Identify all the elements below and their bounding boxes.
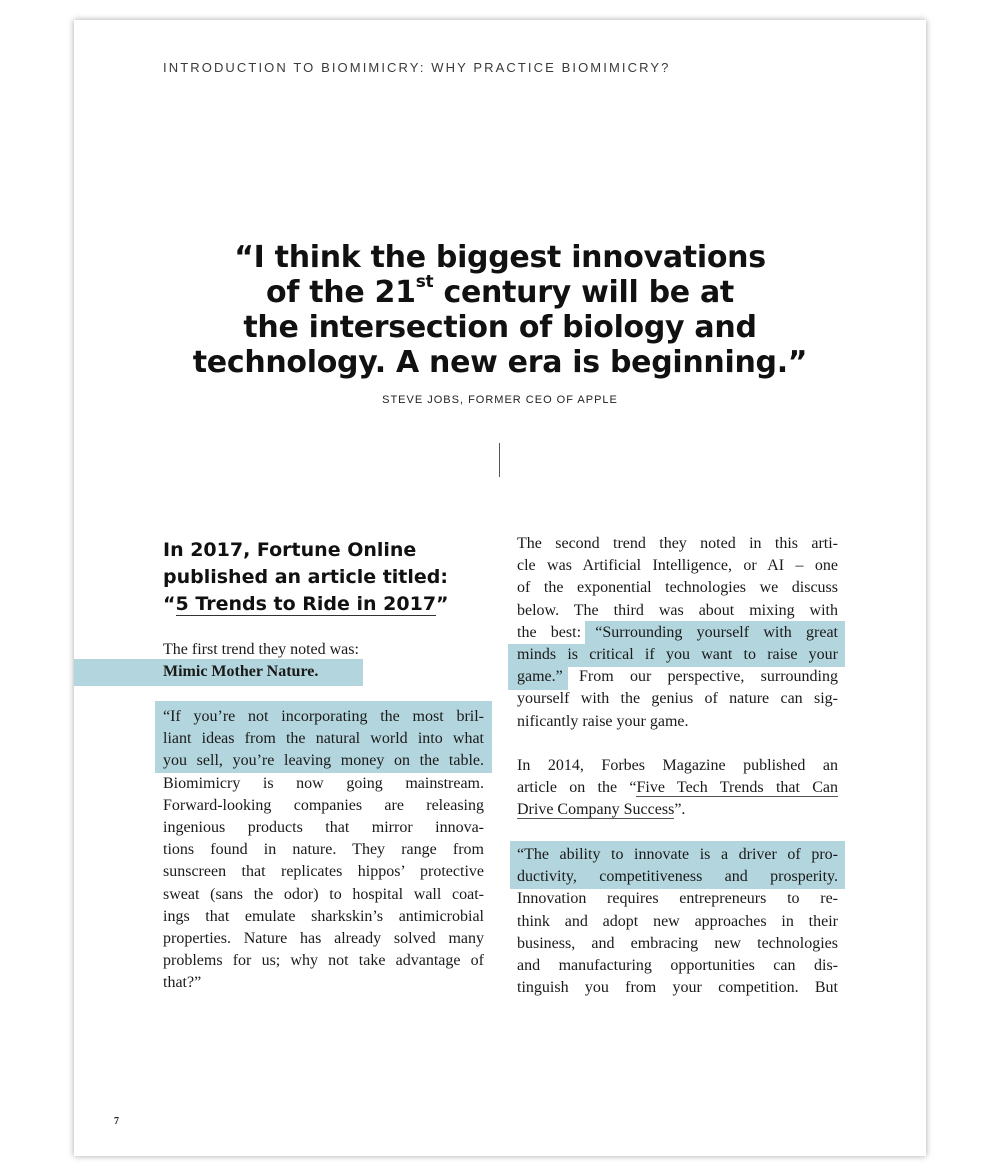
document-page	[74, 20, 926, 1156]
forbes-article-link[interactable]: Five Tech Trends that Can	[636, 779, 838, 797]
fortune-article-link[interactable]: 5 Trends to Ride in 2017	[175, 593, 437, 615]
left-column-heading: In 2017, Fortune Online published an article titled: “5 Trends to Ride in 2017”	[163, 539, 449, 615]
quote-line-3: the intersection of biology and	[243, 310, 757, 345]
vertical-divider	[499, 443, 500, 477]
right-paragraph-2: In 2014, Forbes Magazine published an article on the “Five Tech Trends that Can Drive Company Success”.	[517, 757, 838, 819]
quote-line-2: of the 21st century will be at	[266, 272, 734, 310]
right-paragraph-3: “The ability to innovate is a driver of pro- ductivity, competitiveness and prosperity. Innovation requires entrepreneurs to re- think and adopt new approaches in their business, and embracing new technologies and manufacturing opportunities can dis- tinguish you from your competition. But	[517, 846, 838, 997]
quote-line-4: technology. A new era is beginning.”	[192, 345, 808, 380]
trend-text: Mimic Mother Nature.	[163, 663, 319, 681]
right-paragraph-1: The second trend they noted in this arti- cle was Artificial Intelligence, or AI – one of the exponential technologies we discuss below. The third was about mixing with the best: “Surrounding yourself with great minds is critical if you want to raise your game.” From our perspective, surrounding yourself with the genius of nature can sig- nificantly raise your game.	[517, 535, 839, 730]
forbes-article-link-cont[interactable]: Drive Company Success	[517, 801, 675, 819]
left-quote-paragraph: “If you’re not incorporating the most bril- liant ideas from the natural world into what you sell, you’re leaving money on the table. Biomimicry is now going mainstream. Forward-looking companies are releasing ingenious products that mirror innova- tions found in nature. They range from sunscreen that replicates hippos’ protective sweat (sans the odor) to hospital wall coat- ings that emulate sharkskin’s antimicrobial properties. Nature has already solved many problems for us; why not take advantage of that?”	[163, 708, 484, 992]
page-number: 7	[114, 1116, 119, 1127]
running-head: INTRODUCTION TO BIOMIMICRY: WHY PRACTICE BIOMIMICRY?	[163, 60, 671, 75]
quote-line-1: “I think the biggest innovations	[234, 240, 766, 275]
quote-attribution: STEVE JOBS, FORMER CEO OF APPLE	[382, 394, 618, 406]
left-intro: The first trend they noted was: Mimic Mother Nature.	[163, 639, 484, 683]
pull-quote	[74, 240, 926, 380]
